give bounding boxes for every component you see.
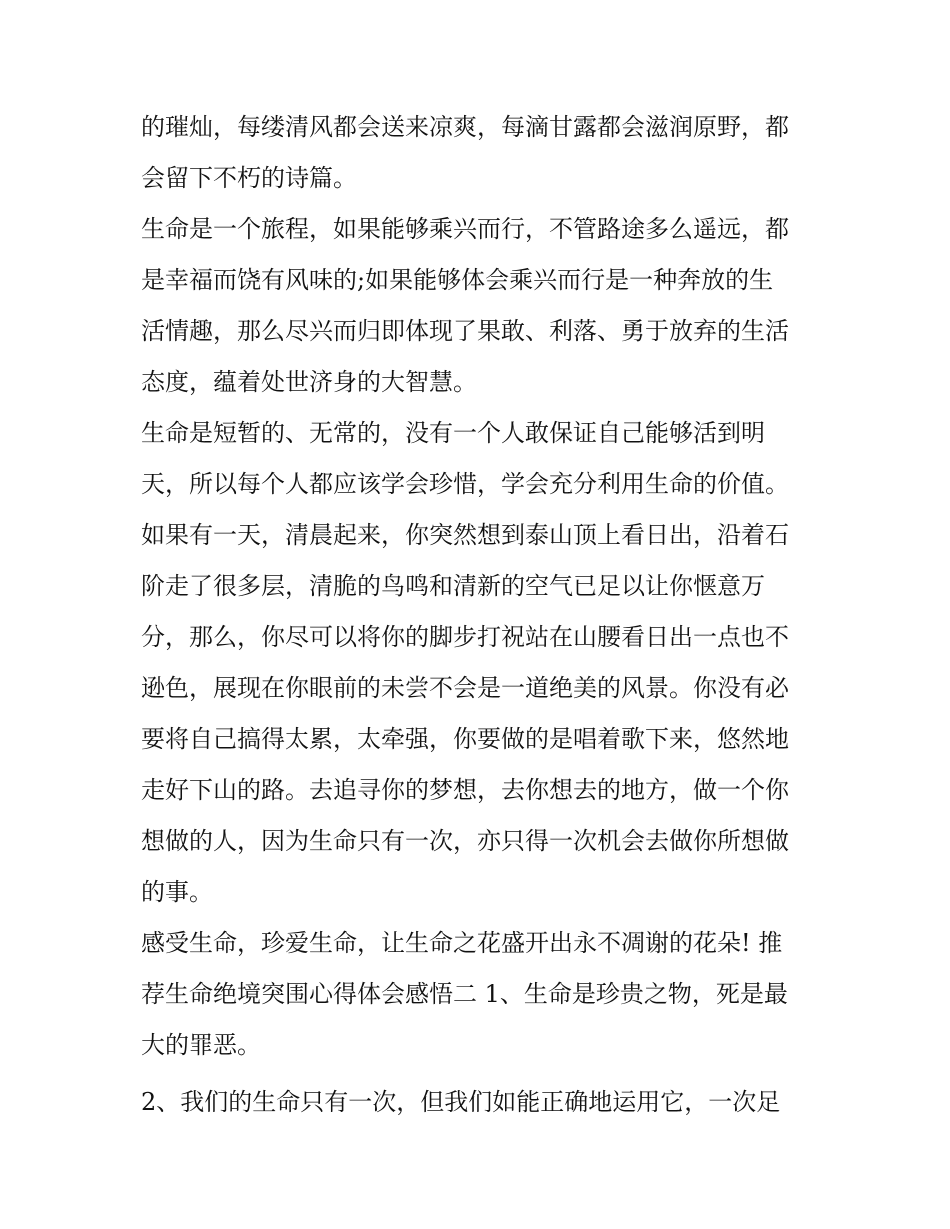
- text-line: 活情趣，那么尽兴而归即体现了果敢、利落、勇于放弃的生活: [141, 317, 789, 345]
- text-line: 想做的人，因为生命只有一次，亦只得一次机会去做你所想做: [141, 827, 789, 855]
- text-line: 分，那么，你尽可以将你的脚步打祝站在山腰看日出一点也不: [141, 623, 789, 651]
- text-line: 大的罪恶。: [141, 1031, 261, 1059]
- text-line: 会留下不朽的诗篇。: [141, 164, 357, 192]
- text-line: 如果有一天，清晨起来，你突然想到泰山顶上看日出，沿着石: [141, 521, 789, 549]
- text-line: 态度，蕴着处世济身的大智慧。: [141, 368, 477, 396]
- text-line: 生命是一个旅程，如果能够乘兴而行，不管路途多么遥远，都: [141, 215, 789, 243]
- text-line: 逊色，展现在你眼前的未尝不会是一道绝美的风景。你没有必: [141, 674, 789, 702]
- text-line: 生命是短暂的、无常的，没有一个人敢保证自己能够活到明: [141, 419, 765, 447]
- text-line: 走好下山的路。去追寻你的梦想，去你想去的地方，做一个你: [141, 776, 789, 804]
- text-line: 2、我们的生命只有一次，但我们如能正确地运用它，一次足: [141, 1088, 781, 1116]
- text-line: 的璀灿，每缕清风都会送来凉爽，每滴甘露都会滋润原野，都: [141, 113, 789, 141]
- document-body: [141, 102, 821, 1128]
- text-line: 阶走了很多层，清脆的鸟鸣和清新的空气已足以让你惬意万: [141, 572, 765, 600]
- text-line: 的事。: [141, 878, 213, 906]
- text-line: 天，所以每个人都应该学会珍惜，学会充分利用生命的价值。: [141, 470, 789, 498]
- text-line: 要将自己搞得太累，太牵强，你要做的是唱着歌下来，悠然地: [141, 725, 789, 753]
- text-line: 感受生命，珍爱生命，让生命之花盛开出永不凋谢的花朵! 推: [141, 929, 783, 957]
- text-line: 是幸福而饶有风味的;如果能够体会乘兴而行是一种奔放的生: [141, 266, 774, 294]
- text-line: 荐生命绝境突围心得体会感悟二 1、生命是珍贵之物，死是最: [141, 980, 788, 1008]
